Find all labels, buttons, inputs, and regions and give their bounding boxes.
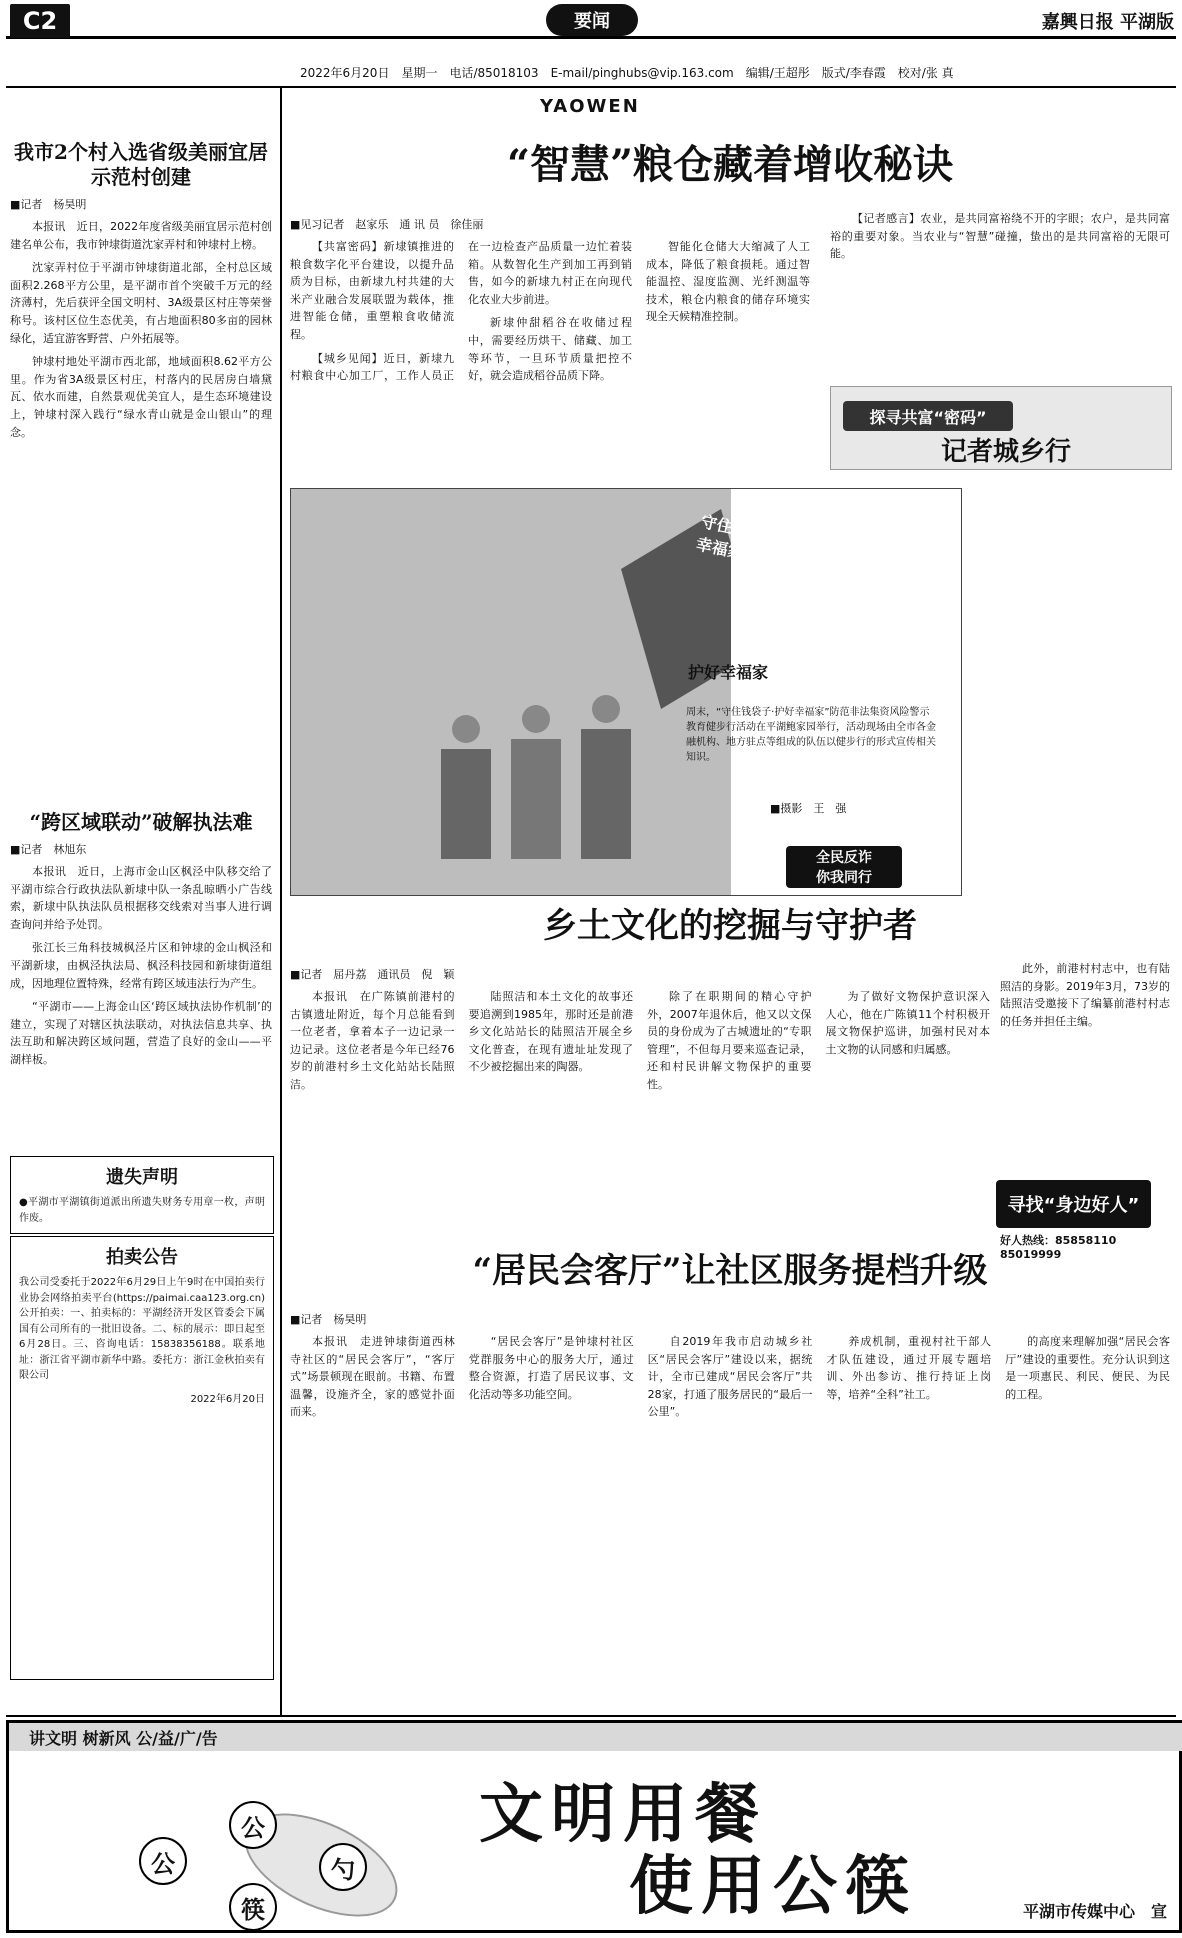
- byline: ■见习记者 赵家乐 通 讯 员 徐佳丽: [290, 218, 484, 231]
- masthead-edition: 平湖版: [1120, 12, 1174, 33]
- article-title: “智慧”粮仓藏着增收秘诀: [506, 141, 953, 188]
- banner-city-tour: [830, 386, 1172, 470]
- article-body: [10, 863, 272, 1069]
- article-community-body: [290, 1305, 1170, 1673]
- divider: [6, 1715, 1176, 1717]
- byline: ■记者 杨昊明: [10, 198, 87, 211]
- circle-char: 公: [139, 1837, 187, 1885]
- article-body: [10, 218, 272, 441]
- notice-auction: [10, 1236, 274, 1680]
- paragraph: 张江长三角科技城枫泾片区和钟埭的金山枫泾和平湖新埭，由枫泾执法局、枫泾科技园和新埭街道组成，因地理位置特殊，经常有跨区域违法行为产生。: [10, 941, 272, 990]
- banner-title: 记者城乡行: [941, 437, 1072, 467]
- circle-char: 勺: [319, 1843, 367, 1891]
- article-culture: [290, 905, 1170, 948]
- article-enforcement: [10, 810, 272, 1075]
- byline: ■记者 屈丹荔 通讯员 倪 颖: [290, 968, 455, 981]
- article-body: [290, 988, 990, 1248]
- logo-line: 你我同行: [816, 870, 872, 886]
- paragraph: 本报讯 近日，2022年度省级美丽宜居示范村创建名单公布，我市钟埭街道沈家弄村和钟埭村上榜。: [10, 220, 272, 251]
- page-code: C2: [10, 4, 70, 38]
- ad-strip: 讲文明 树新风 公/益/广/告: [9, 1723, 1182, 1751]
- paragraph: 沈家弄村位于平湖市钟埭街道北部，全村总区域面积2.268平方公里，是平湖市首个突破千万元的经济薄村，先后获评全国文明村、3A级景区村庄等荣誉称号。该村区位生态优美，有占地面积80多亩的园林绿化，适宜游客野营、户外拓展等。: [10, 261, 272, 345]
- banner-label: 探寻共富“密码”: [843, 401, 1013, 431]
- paragraph: “居民会客厅”是钟埭村社区党群服务中心的服务大厅，通过整合资源，打造了居民议事、文化活动等多功能空间。: [468, 1335, 634, 1401]
- article-title: “跨区域联动”破解执法难: [29, 810, 253, 834]
- masthead-brand: 嘉興日报: [1041, 12, 1114, 33]
- article-body: [1000, 960, 1170, 1170]
- ad-footer: 平湖市传媒中心 宣: [1022, 1902, 1167, 1921]
- circle-char: 筷: [229, 1883, 277, 1931]
- circle-char: 公: [229, 1801, 277, 1849]
- byline: ■记者 杨昊明: [290, 1313, 367, 1326]
- article-granary-body: [290, 210, 810, 488]
- public-service-ad: [6, 1720, 1182, 1933]
- paragraph: 本报讯 在广陈镇前港村的古镇遗址附近，每个月总能看到一位老者，拿着本子一边记录一边记录。这位老者是今年已经76岁的前港村乡土文化站站长陆照洁。: [290, 990, 455, 1091]
- photo-caption: 周末，“守住钱袋子·护好幸福家”防范非法集资风险警示教育健步行活动在平湖鲍家园举行，活动现场由全市各金融机构、地方驻点等组成的队伍以健步行的形式宣传相关知识。: [686, 707, 936, 763]
- article-body: [830, 210, 1170, 263]
- ad-slogan-line1: 文明用餐: [479, 1777, 767, 1852]
- anti-fraud-logo: [786, 846, 902, 888]
- article-granary-side: [830, 210, 1170, 269]
- paragraph: 为了做好文物保护意识深入人心，他在广陈镇11个村积极开展文物保护巡讲，加强村民对本土文物的认同感和归属感。: [825, 990, 990, 1056]
- notice-title: 遗失声明: [106, 1167, 178, 1188]
- paragraph: 本报讯 近日，上海市金山区枫泾中队移交给了平湖市综合行政执法队新埭中队一条乱晾晒小广告线索，新埭中队执法队员根据移交线索对当事人进行调查询问并给予处罚。: [10, 865, 272, 931]
- article-title: 乡土文化的挖掘与守护者: [543, 906, 917, 946]
- paragraph: 除了在职期间的精心守护外，2007年退休后，他又以文保员的身份成为了古城遗址的“专职管理”，不但每月要来巡查记录，还和村民讲解文物保护的重要性。: [647, 990, 812, 1091]
- paragraph: 智能化仓储大大缩减了人工成本，降低了粮食损耗。通过智能温控、湿度监测、光纤测温等技术，粮仓内粮食的储存环境实现全天候精准控制。: [646, 240, 810, 324]
- notice-body: 我公司受委托于2022年6月29日上午9时在中国拍卖行业协会网络拍卖平台(https://paimai.caa123.org.cn)公开拍卖：一、拍卖标的：平湖经济开发区管委会下属国有公司所有的一批旧设备。二、标的展示：即日起至6月28日。三、咨询电话：15838356188。联系地址：浙江省平湖市新华中路。委托方：浙江金秋拍卖有限公司: [19, 1277, 265, 1381]
- paragraph: 陆照洁和本土文化的故事还要追溯到1985年，那时还是前港乡文化站站长的陆照洁开展全乡文化普查，在现有遗址址发现了不少被挖掘出来的陶器。: [468, 990, 633, 1074]
- paragraph: 本报讯 走进钟埭街道西林寺社区的“居民会客厅”，“客厅式”场景顿现在眼前。书籍、布置温馨，设施齐全，家的感觉扑面而来。: [290, 1335, 455, 1419]
- notice-title: 拍卖公告: [106, 1247, 178, 1268]
- paragraph: 的高度来理解加强“居民会客厅”建设的重要性。充分认识到这是一项惠民、利民、便民、为民的工程。: [1005, 1335, 1170, 1401]
- article-culture-body: [290, 960, 990, 1248]
- article-title: “居民会客厅”让社区服务提档升级: [472, 1251, 988, 1291]
- paragraph: 【共富密码】新埭镇推进的粮食数字化平台建设，以提升品质为目标，由新埭九村共建的大米产业融合发展联盟为载体，推进智能仓储，重塑粮食收储流程。: [290, 240, 454, 341]
- spoon-chopsticks-graphic: [119, 1763, 355, 1924]
- ad-slogan-line2: 使用公筷: [629, 1849, 917, 1924]
- logo-line: 全民反诈: [816, 850, 872, 866]
- section-latin: YAOWEN: [540, 96, 640, 117]
- news-photo: [290, 488, 962, 896]
- paragraph: 自2019年我市启动城乡社区“居民会客厅”建设以来，据统计，全市已建成“居民会客厅”共28家，打通了服务居民的“最后一公里”。: [647, 1335, 813, 1419]
- paragraph: 【城乡见闻】近日，新埭九村粮食中心加工厂，工作人员正在一边检查产品质量一边忙着装箱。从数智化生产到加工再到销售，如今的新埭九村正在向现代化农业大步前进。: [290, 240, 632, 383]
- hotline: 好人热线：85858110 85019999: [1000, 1234, 1128, 1261]
- section-badge: 要闻: [546, 4, 638, 36]
- notice-date: 2022年6月20日: [190, 1393, 265, 1405]
- top-header: [6, 6, 1176, 39]
- notice-lost: [10, 1156, 274, 1234]
- paragraph: 新埭仲甜稻谷在收储过程中，需要经历烘干、储藏、加工等环节，一旦环节质量把控不好，就会造成稻谷品质下降。: [468, 316, 632, 383]
- flag-text: 守住钱袋子 护好幸福家: [694, 511, 819, 563]
- article-body: [290, 1333, 1170, 1673]
- paragraph: 钟埭村地处平湖市西北部，地域面积8.62平方公里。作为省3A级景区村庄，村落内的民居房白墙黛瓦、依水而建，自然景观优美宜人，是生态环境建设上，钟埭村深入践行“绿水青山就是金山银山”的理念。: [10, 355, 272, 439]
- paragraph: 此外，前港村村志中，也有陆照洁的身影。2019年3月，73岁的陆照洁受邀接下了编纂前港村村志的任务并担任主编。: [1000, 962, 1170, 1028]
- photo-credit: ■摄影 王 强: [770, 802, 847, 815]
- byline: ■记者 林旭东: [10, 843, 87, 856]
- article-title: 我市2个村入选省级美丽宜居示范村创建: [14, 140, 268, 189]
- article-community: [290, 1250, 1170, 1293]
- paragraph: 【记者感言】农业，是共同富裕绕不开的字眼；农户，是共同富裕的重要对象。当农业与“智慧”碰撞，蛰出的是共同富裕的无限可能。: [830, 212, 1170, 261]
- paragraph: 养成机制，重视村社干部人才队伍建设，通过开展专题培训、外出参访、推行持证上岗等，培养“全科”社工。: [826, 1335, 992, 1401]
- paragraph: “平湖市——上海金山区‘跨区域执法协作机制’的建立，实现了对辖区执法联动，对执法信息共享、执法互助和解决跨区域问题，营造了良好的金山——平湖样板。: [10, 1000, 272, 1066]
- good-people-badge: 寻找“身边好人”: [996, 1180, 1151, 1228]
- article-culture-side: [1000, 960, 1170, 1170]
- article-granary: [290, 140, 1170, 190]
- photo-title: 护好幸福家: [688, 663, 769, 682]
- divider: [6, 86, 1176, 88]
- article-body: [290, 238, 810, 488]
- notice-body: ●平湖市平湖镇街道派出所遗失财务专用章一枚，声明作废。: [19, 1197, 265, 1224]
- divider: [280, 86, 282, 1716]
- article-village: [10, 140, 272, 447]
- masthead: [1042, 8, 1174, 34]
- meta-line: 2022年6月20日 星期一 电话/85018103 E-mail/pinghubs@vip.163.com 编辑/王超彤 版式/李春霞 校对/张 真: [300, 66, 954, 80]
